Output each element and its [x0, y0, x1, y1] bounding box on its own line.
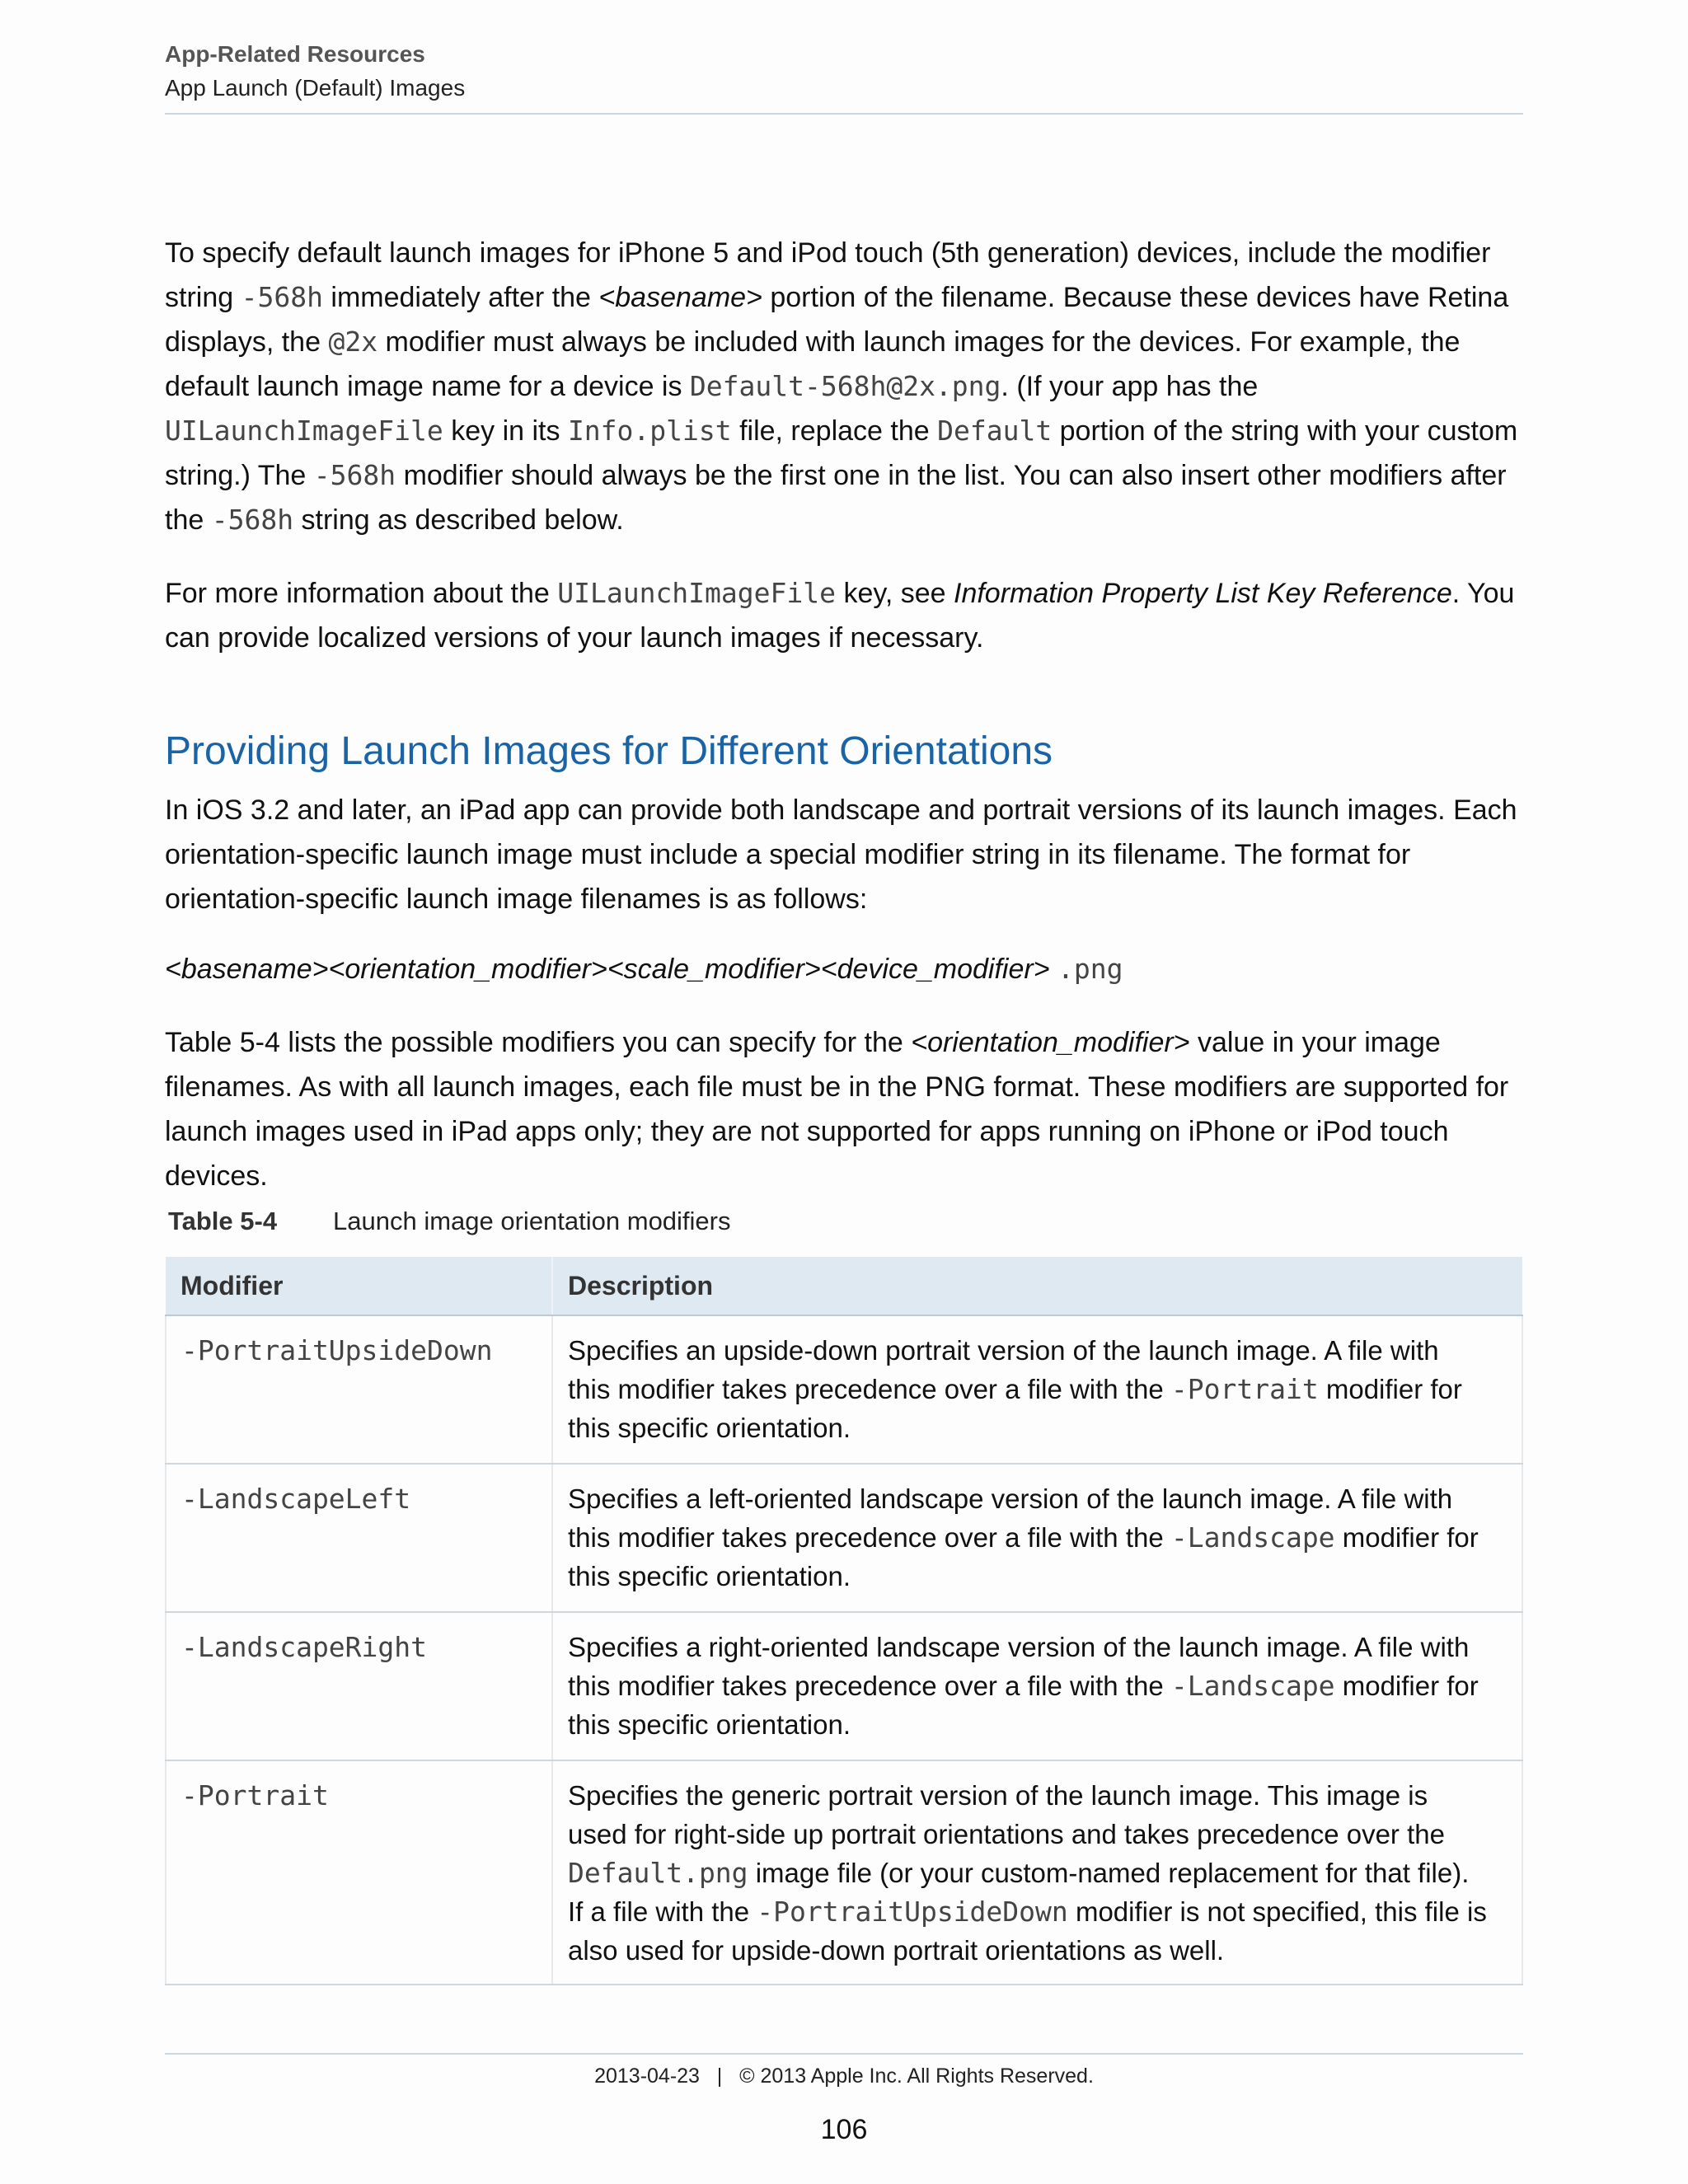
format-device-modifier: <device_modifier> — [820, 954, 1050, 985]
description-text: modifier is not specified, this file is also used for upside-down portrait orientations as well. — [568, 1896, 1487, 1966]
p1-text: portion of the filename. Because these devices have Retina displays, the — [165, 282, 1509, 358]
code-uilaunchimagefile: UILaunchImageFile — [165, 415, 443, 447]
p1-text: string as described below. — [293, 504, 624, 536]
p1-text: modifier should always be the first one in the list. You can also insert other modifiers after the — [165, 460, 1507, 536]
description-code: -PortraitUpsideDown — [757, 1896, 1068, 1928]
paragraph-table-intro — [165, 1020, 1525, 1198]
paragraph-more-info — [165, 571, 1525, 660]
description-code: -Portrait — [1170, 1373, 1319, 1405]
description-code: -Landscape — [1170, 1521, 1335, 1554]
modifier-cell: -PortraitUpsideDown — [166, 1315, 552, 1464]
code-568h: -568h — [211, 504, 294, 536]
p1-text: file, replace the — [731, 415, 938, 447]
paragraph-orientation-intro: In iOS 3.2 and later, an iPad app can provide both landscape and portrait versions of its launch images. Each orientation-specific launch image must include a special modifier string in its filename. The format for orientation-specific launch image filenames is as follows: — [165, 794, 1517, 915]
header-chapter: App-Related Resources — [165, 41, 425, 67]
modifier-cell: -Portrait — [166, 1760, 552, 1985]
reference-doc-link[interactable]: Information Property List Key Reference — [954, 578, 1452, 609]
format-scale-modifier: <scale_modifier> — [607, 954, 821, 985]
column-header-modifier: Modifier — [166, 1257, 552, 1315]
format-extension: .png — [1057, 953, 1123, 985]
description-code: -Landscape — [1170, 1670, 1335, 1702]
table-row — [166, 1315, 1522, 1464]
header-section: App Launch (Default) Images — [165, 75, 466, 101]
modifier-cell: -LandscapeLeft — [166, 1464, 552, 1612]
p2-text: For more information about the — [165, 578, 558, 609]
code-2x: @2x — [328, 326, 378, 358]
table-row — [166, 1464, 1522, 1612]
header-rule — [165, 113, 1523, 115]
paragraph-568h — [165, 231, 1525, 542]
description-cell — [552, 1760, 1522, 1985]
column-header-description: Description — [552, 1257, 1522, 1315]
description-cell — [552, 1464, 1522, 1612]
p1-text: modifier must always be included with launch images for the devices. For example, the default launch image name for a device is — [165, 326, 1461, 402]
table-caption — [168, 1203, 731, 1240]
p2-text: . You can provide localized versions of your launch images if necessary. — [165, 578, 1515, 654]
p4-text: value in your image filenames. As with all launch images, each file must be in the PNG format. These modifiers are supported for launch images used in iPad apps only; they are not supported for apps running on iPhone or iPod touch devices. — [165, 1027, 1509, 1192]
description-cell — [552, 1612, 1522, 1760]
modifier-cell: -LandscapeRight — [166, 1612, 552, 1760]
page-number: 106 — [820, 2114, 868, 2145]
modifiers-table — [165, 1257, 1523, 1985]
code-uilaunchimagefile: UILaunchImageFile — [557, 577, 836, 609]
code-default-filename: Default-568h@2x.png — [689, 370, 1001, 402]
description-text: modifier for this specific orientation. — [568, 1671, 1479, 1740]
description-code: Default.png — [568, 1857, 748, 1889]
running-header — [165, 38, 1523, 105]
p1-text: . (If your app has the — [1001, 371, 1259, 402]
filename-format — [165, 947, 1525, 991]
section-heading: Providing Launch Images for Different Orientations — [165, 729, 1053, 773]
code-568h: -568h — [241, 281, 323, 313]
format-basename: <basename> — [165, 954, 329, 985]
p1-text: To specify default launch images for iPhone 5 and iPod touch (5th generation) devices, include the modifier string — [165, 237, 1491, 313]
table-title: Launch image orientation modifiers — [333, 1207, 731, 1235]
table-row — [166, 1760, 1522, 1985]
basename-term: <basename> — [598, 282, 762, 313]
table-label: Table 5-4 — [168, 1207, 278, 1235]
p1-text: portion of the string with your custom string.) The — [165, 415, 1518, 491]
format-orientation-modifier: <orientation_modifier> — [328, 954, 607, 985]
code-info-plist: Info.plist — [567, 415, 732, 447]
p1-text: immediately after the — [322, 282, 599, 313]
description-text: Specifies an upside-down portrait version of the launch image. A file with this modifier takes precedence over a file with the — [568, 1335, 1439, 1404]
code-default: Default — [937, 415, 1053, 447]
p1-text: key in its — [443, 415, 568, 447]
description-text: image file (or your custom-named replacement for that file). If a file with the — [568, 1858, 1470, 1927]
footer-copyright: 2013-04-23 | © 2013 Apple Inc. All Rights Reserved. — [594, 2064, 1094, 2088]
p4-text: Table 5-4 lists the possible modifiers you can specify for the — [165, 1027, 912, 1058]
orientation-modifier-term: <orientation_modifier> — [911, 1027, 1190, 1058]
description-text: modifier for this specific orientation. — [568, 1522, 1479, 1591]
code-568h: -568h — [313, 459, 396, 491]
table-header-row — [166, 1257, 1522, 1315]
description-text: Specifies a left-oriented landscape version of the launch image. A file with this modifier takes precedence over a file with the — [568, 1483, 1453, 1553]
table-row — [166, 1612, 1522, 1760]
description-cell — [552, 1315, 1522, 1464]
description-text: Specifies a right-oriented landscape version of the launch image. A file with this modifier takes precedence over a file with the — [568, 1632, 1470, 1701]
footer-rule — [165, 2053, 1523, 2055]
description-text: Specifies the generic portrait version of the launch image. This image is used for right-side up portrait orientations and takes precedence over the — [568, 1780, 1445, 1849]
p2-text: key, see — [836, 578, 954, 609]
description-text: modifier for this specific orientation. — [568, 1374, 1462, 1443]
